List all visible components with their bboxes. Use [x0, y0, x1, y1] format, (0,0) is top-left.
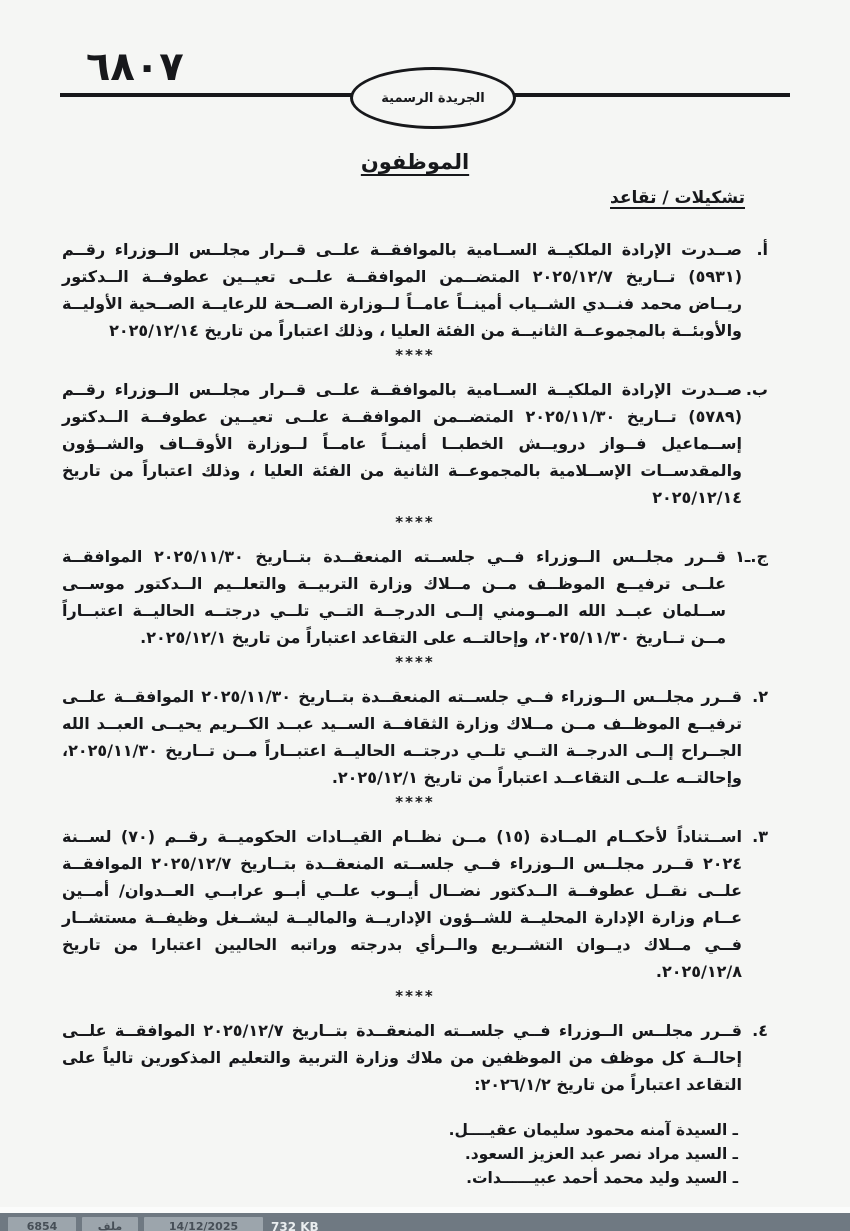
document-body	[62, 150, 768, 1190]
retirees-list	[62, 1118, 738, 1190]
decree-text: قــرر مجلــس الــوزراء فــي جلســته المنعقــدة بتــاريخ ٢٠٢٥/١١/٣٠ الموافقــة علــى ترفيــع الموظــف مــن مــلاك وزارة الثقافــة الســيد عبــد الكــريم يحيــى العبــد الله الجــراح إلــى الدرجــة التــي تلــي درجتــه الحاليــة اعتبــاراً مــن تــاريخ ٢٠٢٥/١١/٣٠، وإحالتــه علــى التقاعــد اعتباراً من تاريخ ٢٠٢٥/١٢/١.	[62, 687, 742, 787]
file-row-cell[interactable]: 6854	[8, 1217, 76, 1231]
decree-paragraph	[62, 1017, 768, 1098]
stars-separator: ****	[395, 653, 435, 671]
decree-label: ب.	[745, 380, 768, 399]
decree-block	[62, 683, 768, 813]
file-row-cell[interactable]: ملف	[82, 1217, 138, 1231]
stars-separator: ****	[395, 346, 435, 364]
stars-separator: ****	[395, 987, 435, 1005]
page-number: ٦٨٠٧	[86, 44, 184, 90]
decree-label: ج.ـ١	[735, 547, 768, 566]
retiree-name: ـ السيدة آمنه محمود سليمان عقيــــل.	[448, 1121, 738, 1139]
masthead-oval	[350, 67, 516, 129]
file-row-cell[interactable]: 14/12/2025	[144, 1217, 263, 1231]
decree-label: ٢.	[752, 687, 768, 706]
decree-block	[62, 1017, 768, 1098]
file-size-label: 732 KB	[271, 1220, 319, 1231]
decree-paragraph	[62, 236, 768, 344]
decree-block	[62, 823, 768, 1007]
decree-label: ٤.	[752, 1021, 768, 1040]
file-row-bar	[0, 1213, 850, 1231]
decree-paragraph	[62, 683, 768, 791]
masthead-title: الجريدة الرسمية	[381, 90, 485, 106]
subsection-title: تشكيلات / تقاعد	[610, 188, 745, 208]
decree-label: أ.	[756, 240, 768, 259]
decree-text: صــدرت الإرادة الملكيــة الســامية بالموافقــة علــى قــرار مجلــس الــوزراء رقــم (٥٧٨٩) تــاريخ ٢٠٢٥/١١/٣٠ المتضــمن الموافقــة علــى تعيــين عطوفــة الــدكتور إســماعيل فــواز درويــش الخطبــا أمينــاً عامــاً لــوزارة الأوقــاف والشــؤون والمقدســات الإســلامية بالمجموعــة الثانية من الفئة العليا ، وذلك اعتباراً من تاريخ ٢٠٢٥/١٢/١٤	[62, 380, 742, 507]
decree-block	[62, 543, 768, 673]
retiree-name: ـ السيد وليد محمد أحمد عبيــــــدات.	[466, 1169, 738, 1187]
decree-text: قــرر مجلــس الــوزراء فــي جلســته المنعقــدة بتــاريخ ٢٠٢٥/١١/٣٠ الموافقــة علــى ترفيــع الموظــف مــن مــلاك وزارة التربيــة والتعلــيم الــدكتور موســى ســلمان عبــد الله المــومني إلــى الدرجــة التــي تلــي درجتــه الحاليــة اعتبــاراً مــن تــاريخ ٢٠٢٥/١١/٣٠، وإحالتــه على التقاعد اعتباراً من تاريخ ٢٠٢٥/١٢/١.	[62, 547, 726, 647]
decree-paragraph	[62, 543, 768, 651]
decree-text: اســتناداً لأحكــام المــادة (١٥) مــن نظــام القيــادات الحكوميــة رقــم (٧٠) لســنة ٢٠٢٤ قــرر مجلــس الــوزراء فــي جلســته المنعقــدة بتــاريخ ٢٠٢٥/١٢/٧ الموافقــة علــى نقــل عطوفــة الــدكتور نضــال أيــوب علــي أبــو عرابــي العــدوان/ أمــين عــام وزارة الإدارة المحليــة للشــؤون الإداريــة والماليــة ليشــغل وظيفــة مستشــار فــي مــلاك ديــوان التشــريع والــرأي بدرجته وراتبه الحاليين اعتبارا من تاريخ ٢٠٢٥/١٢/٨.	[62, 827, 743, 981]
retiree-name: ـ السيد مراد نصر عبد العزيز السعود.	[464, 1145, 738, 1163]
decree-text: قــرر مجلــس الــوزراء فــي جلســته المنعقــدة بتــاريخ ٢٠٢٥/١٢/٧ الموافقــة علــى إحالــة كل موظف من الموظفين من ملاك وزارة التربية والتعليم المذكورين تالياً على التقاعد اعتباراً من تاريخ ٢٠٢٦/١/٢:	[62, 1021, 743, 1094]
decree-block	[62, 236, 768, 366]
decree-label: ٣.	[752, 827, 768, 846]
decree-paragraph	[62, 376, 768, 511]
section-title: الموظفون	[360, 150, 470, 174]
decree-text: صــدرت الإرادة الملكيــة الســامية بالموافقــة علــى قــرار مجلــس الــوزراء رقــم (٥٩٣١) تــاريخ ٢٠٢٥/١٢/٧ المتضــمن الموافقــة علــى تعيــين عطوفــة الــدكتور ريــاض محمد فنــدي الشــياب أمينــاً عامــاً لــوزارة الصــحة للرعايــة الصــحية الأوليــة والأوبئــة بالمجموعــة الثانيــة من الفئة العليا ، وذلك اعتباراً من تاريخ ٢٠٢٥/١٢/١٤	[62, 240, 742, 340]
decree-paragraph	[62, 823, 768, 985]
decree-list	[62, 236, 768, 1098]
decree-block	[62, 376, 768, 533]
stars-separator: ****	[395, 513, 435, 531]
stars-separator: ****	[395, 793, 435, 811]
